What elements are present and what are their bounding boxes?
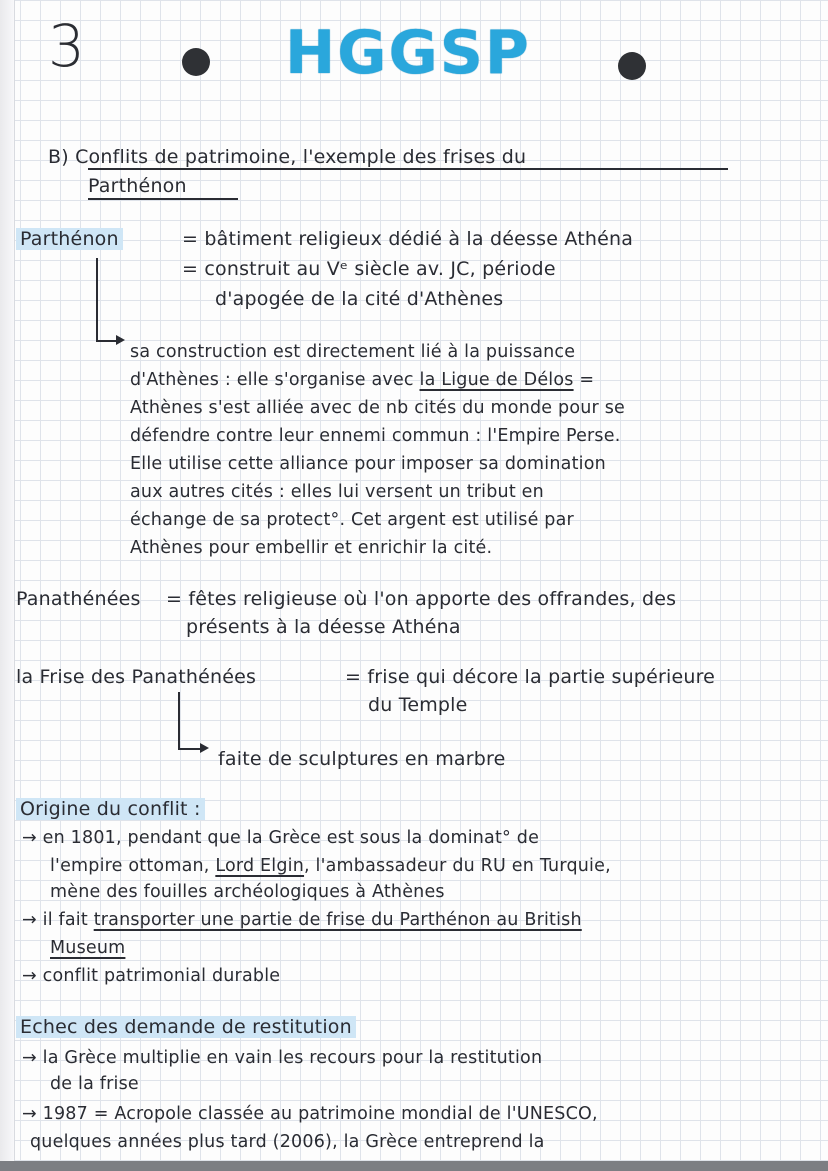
echec-heading bbox=[16, 1016, 356, 1038]
lord-elgin-underlined: Lord Elgin bbox=[215, 856, 305, 876]
echec-bullet: quelques années plus tard (2006), la Grèce entreprend la bbox=[30, 1132, 545, 1152]
construction-line bbox=[130, 370, 594, 390]
origine-bullet: → en 1801, pendant que la Grèce est sous la dominat° de bbox=[22, 828, 540, 848]
panathenees-term: Panathénées bbox=[16, 588, 141, 610]
panathenees-def2: présents à la déesse Athéna bbox=[186, 616, 461, 638]
origine-text: → il fait bbox=[22, 910, 88, 930]
section-heading bbox=[48, 146, 526, 168]
connector-arrow-icon bbox=[96, 258, 118, 342]
panathenees-def1: = fêtes religieuse où l'on apporte des offrandes, des bbox=[166, 588, 677, 610]
page-bottom-edge bbox=[0, 1161, 828, 1171]
museum-underlined: Museum bbox=[50, 938, 126, 958]
origine-text: , l'ambassadeur du RU en Turquie, bbox=[304, 856, 611, 876]
construction-line: Elle utilise cette alliance pour imposer sa domination bbox=[130, 454, 606, 474]
origine-bullet bbox=[22, 910, 582, 930]
frise-term: la Frise des Panathénées bbox=[16, 666, 257, 688]
origine-heading-highlight: Origine du conflit : bbox=[16, 798, 205, 820]
echec-bullet: de la frise bbox=[50, 1074, 139, 1094]
construction-line: Athènes s'est alliée avec de nb cités du monde pour se bbox=[130, 398, 625, 418]
origine-bullet bbox=[50, 856, 611, 876]
connector-arrow-icon bbox=[178, 692, 202, 750]
section-heading-line1: B) Conflits de patrimoine, l'exemple des frises du bbox=[48, 146, 527, 168]
ligue-delos-underlined: la Ligue de Délos bbox=[419, 370, 574, 390]
construction-text: = bbox=[579, 370, 595, 390]
construction-line: sa construction est directement lié à la puissance bbox=[130, 342, 576, 362]
heading-underline bbox=[88, 168, 728, 170]
arrow-head-icon bbox=[116, 335, 125, 345]
arrow-head-icon bbox=[200, 743, 209, 753]
origine-heading bbox=[16, 798, 205, 820]
parthenon-term bbox=[16, 228, 123, 250]
construction-text: d'Athènes : elle s'organise avec bbox=[130, 370, 414, 390]
frise-def2: du Temple bbox=[368, 694, 468, 716]
origine-bullet bbox=[50, 938, 125, 958]
page-number: 3 bbox=[48, 12, 85, 80]
heading-underline bbox=[88, 198, 238, 200]
construction-line: défendre contre leur ennemi commun : l'Empire Perse. bbox=[130, 426, 621, 446]
echec-heading-highlight: Echec des demande de restitution bbox=[16, 1016, 356, 1038]
echec-bullet: → la Grèce multiplie en vain les recours pour la restitution bbox=[22, 1048, 543, 1068]
transport-underlined: transporter une partie de frise du Parthénon au British bbox=[93, 910, 582, 930]
construction-line: échange de sa protect°. Cet argent est utilisé par bbox=[130, 510, 574, 530]
binder-hole-icon bbox=[618, 52, 646, 80]
parthenon-def3: d'apogée de la cité d'Athènes bbox=[215, 288, 504, 310]
construction-line: Athènes pour embellir et enrichir la cité. bbox=[130, 538, 493, 558]
construction-line: aux autres cités : elles lui versent un tribut en bbox=[130, 482, 544, 502]
section-heading-line2: Parthénon bbox=[88, 175, 187, 197]
page-margin bbox=[0, 0, 15, 1171]
echec-bullet: → 1987 = Acropole classée au patrimoine mondial de l'UNESCO, bbox=[22, 1104, 598, 1124]
origine-text: l'empire ottoman, bbox=[50, 856, 210, 876]
frise-sub: faite de sculptures en marbre bbox=[218, 748, 506, 770]
page-title: HGGSP bbox=[285, 18, 531, 88]
parthenon-def2: = construit au Vᵉ siècle av. JC, période bbox=[182, 258, 556, 280]
parthenon-term-highlight: Parthénon bbox=[16, 228, 123, 250]
origine-bullet: mène des fouilles archéologiques à Athènes bbox=[50, 882, 445, 902]
binder-hole-icon bbox=[182, 48, 210, 76]
frise-def1: = frise qui décore la partie supérieure bbox=[345, 666, 716, 688]
origine-bullet: → conflit patrimonial durable bbox=[22, 966, 281, 986]
parthenon-def1: = bâtiment religieux dédié à la déesse Athéna bbox=[182, 228, 634, 250]
